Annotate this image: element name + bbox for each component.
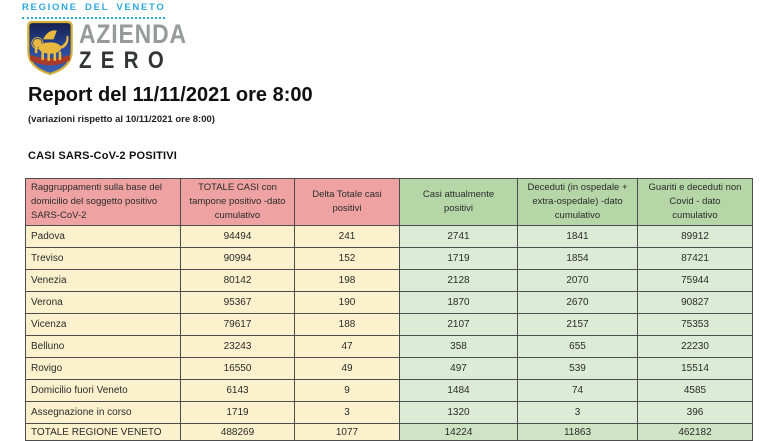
table-header [26,179,753,226]
cell-value: 75944 [638,270,753,292]
total-label: TOTALE REGIONE VENETO [26,424,181,441]
cell-value: 2128 [400,270,518,292]
cell-value: 74 [518,380,638,402]
brand-name [79,21,187,74]
cell-value: 22230 [638,336,753,358]
cell-value: 198 [295,270,400,292]
column-header-attualmente-positivi: Casi attualmente positivi [400,179,518,226]
table-body [26,226,753,441]
section-title: CASI SARS-CoV-2 POSITIVI [28,150,178,162]
cell-value: 11863 [518,424,638,441]
row-label: Belluno [26,336,181,358]
cell-value: 2070 [518,270,638,292]
brand-azienda-text: AZIENDA [79,19,187,49]
cell-value: 396 [638,402,753,424]
cell-value: 1719 [181,402,295,424]
cell-value: 539 [518,358,638,380]
row-label: Treviso [26,248,181,270]
covid-cases-table [25,178,753,441]
cell-value: 1870 [400,292,518,314]
cell-value: 9 [295,380,400,402]
row-label: Padova [26,226,181,248]
table-row [26,336,753,358]
column-header-guariti: Guariti e deceduti non Covid - dato cumulativo [638,179,753,226]
cell-value: 241 [295,226,400,248]
row-label: Domicilio fuori Veneto [26,380,181,402]
cell-value: 2741 [400,226,518,248]
cell-value: 90827 [638,292,753,314]
table-row [26,358,753,380]
table-row [26,314,753,336]
cell-value: 95367 [181,292,295,314]
cell-value: 462182 [638,424,753,441]
table-row [26,270,753,292]
cell-value: 1484 [400,380,518,402]
region-label: REGIONE DEL VENETO [22,2,165,19]
total-row [26,424,753,441]
report-title: Report del 11/11/2021 ore 8:00 [28,84,313,106]
brand-zero-text: ZERO [79,47,174,74]
column-header-deceduti: Deceduti (in ospedale + extra-ospedale) -dato cumulativo [518,179,638,226]
cell-value: 23243 [181,336,295,358]
table-row [26,292,753,314]
row-label: Verona [26,292,181,314]
cell-value: 90994 [181,248,295,270]
cell-value: 79617 [181,314,295,336]
header-row [26,179,753,226]
cell-value: 6143 [181,380,295,402]
row-label: Vicenza [26,314,181,336]
cell-value: 2157 [518,314,638,336]
column-header-totale-casi: TOTALE CASI con tampone positivo -dato cumulativo [181,179,295,226]
cell-value: 1854 [518,248,638,270]
cell-value: 14224 [400,424,518,441]
table-row [26,248,753,270]
row-label: Venezia [26,270,181,292]
cell-value: 1320 [400,402,518,424]
table-row [26,380,753,402]
cell-value: 1719 [400,248,518,270]
cell-value: 89912 [638,226,753,248]
cell-value: 4585 [638,380,753,402]
row-label: Assegnazione in corso [26,402,181,424]
table-row [26,402,753,424]
table-row [26,226,753,248]
cell-value: 49 [295,358,400,380]
cell-value: 188 [295,314,400,336]
cell-value: 1077 [295,424,400,441]
column-header-raggruppamenti: Raggruppamenti sulla base del domicilio del soggetto positivo SARS-CoV-2 [26,179,181,226]
cell-value: 16550 [181,358,295,380]
report-subtitle: (variazioni rispetto al 10/11/2021 ore 8:00) [28,114,215,125]
cell-value: 47 [295,336,400,358]
cell-value: 190 [295,292,400,314]
cell-value: 15514 [638,358,753,380]
cell-value: 488269 [181,424,295,441]
veneto-crest-icon [24,20,76,76]
cell-value: 3 [518,402,638,424]
cell-value: 2107 [400,314,518,336]
cell-value: 87421 [638,248,753,270]
cell-value: 80142 [181,270,295,292]
cell-value: 152 [295,248,400,270]
cell-value: 497 [400,358,518,380]
cell-value: 655 [518,336,638,358]
column-header-delta: Delta Totale casi positivi [295,179,400,226]
row-label: Rovigo [26,358,181,380]
cell-value: 75353 [638,314,753,336]
cell-value: 358 [400,336,518,358]
cell-value: 2670 [518,292,638,314]
cell-value: 3 [295,402,400,424]
cell-value: 1841 [518,226,638,248]
cell-value: 94494 [181,226,295,248]
